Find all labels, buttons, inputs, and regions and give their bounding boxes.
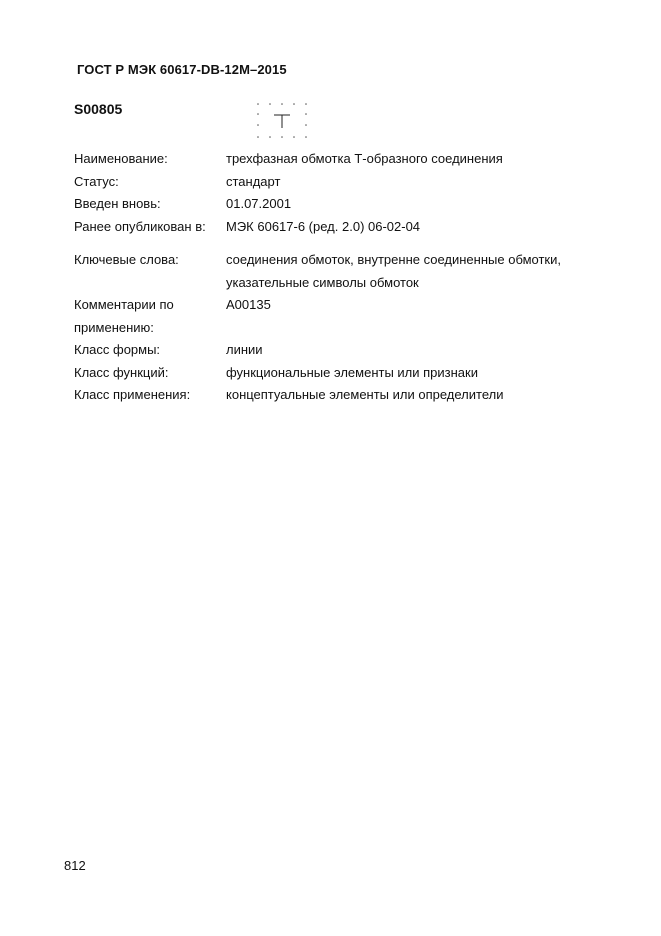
page-number: 812 [64,858,86,873]
row-function-class [74,362,594,385]
row-value: 01.07.2001 [226,196,292,211]
row-label: Ключевые слова: [74,252,179,267]
row-label: Ранее опубликован в: [74,218,206,234]
document-header: ГОСТ Р МЭК 60617-DB-12M–2015 [77,62,287,77]
row-introduced [74,193,594,216]
row-keywords-cont [74,272,594,295]
row-value [226,317,594,340]
row-value: концептуальные элементы или определители [226,387,504,402]
row-comments [74,294,594,317]
row-label: Комментарии по [74,297,174,312]
row-value: функциональные элементы или признаки [226,364,478,380]
row-keywords [74,249,594,272]
row-label-empty [74,272,226,295]
row-value: А00135 [226,297,271,312]
row-label: Наименование: [74,151,168,166]
row-value: линии [226,342,263,357]
row-value: МЭК 60617-6 (ред. 2.0) 06-02-04 [226,218,421,234]
row-label: Класс формы: [74,342,161,357]
row-label: Класс применения: [74,387,191,402]
row-name [74,148,594,171]
symbol-code: S00805 [74,101,123,117]
row-label: Введен вновь: [74,196,161,211]
row-status [74,171,594,194]
t-connection-winding-icon [252,100,308,140]
attribute-table [74,148,594,407]
row-previously-published [74,216,594,239]
row-value: соединения обмоток, внутренне соединенные обмотки, [226,252,561,267]
row-value: стандарт [226,173,281,189]
row-value: указательные символы обмоток [226,274,419,290]
row-label: Класс функций: [74,364,169,380]
row-label: применению: [74,319,154,335]
row-shape-class [74,339,594,362]
row-comments-cont [74,317,594,340]
row-value: трехфазная обмотка Т-образного соединения [226,151,503,166]
row-label: Статус: [74,173,119,189]
row-application-class [74,384,594,407]
